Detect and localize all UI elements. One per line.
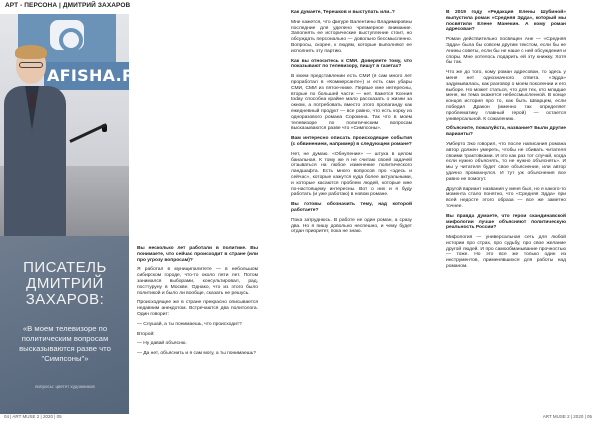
title-card: [0, 236, 129, 414]
speaker-figure: [4, 48, 66, 236]
paragraph: Другой вариант названия у меня был, но я какого-то момента стало понятно, что «Средняя Эдда» при всей недосте этого образа — все же заметно точнее.: [446, 186, 566, 209]
title-line-3: ЗАХАРОВ:: [25, 291, 105, 308]
microphone-icon: [69, 123, 107, 143]
paragraph: В 2019 году «Редакция Елены Шубиной» выпустила роман «Средняя Эдда», который мы посвятили Елене Манекин. А кому роман адресован?: [446, 10, 566, 33]
portrait-photo: [0, 14, 148, 236]
paragraph: — Ну давай объясню.: [137, 341, 187, 347]
paragraph: Умберто Эко говорил, что после написания романа автор должен умереть, чтобы не сбивать читателя своими трактовками. И это как раз тот случай, когда если нужно объяснять, то не нужно объяснять». И мы у читателя будет свое объяснение, или автор удачно промахнулся. И тут уж объяснения все равно не помогут.: [446, 141, 566, 182]
paragraph: Вы несколько лет работали в политике. Вы понимаете, что сейчас происходит в стране (или про угрозу вопросам)?: [137, 246, 258, 263]
speaker-tie: [30, 94, 35, 108]
paragraph: Объясните, пожалуйста, название? Были другие варианты?: [446, 126, 566, 138]
paragraph: Мифология — универсальная сеть для любой истории про страх, про судьбу, про свое желание другой людей. И про самообманывание прочностью — тоже. Но это все же только один из инструментов, применявшихся для работы над романом.: [446, 235, 566, 270]
page-footer-left: 04 | ART MUSE 2 | 2020 | 05: [4, 414, 62, 419]
pull-quote: «В моем телевизоре по политическим вопросам высказываются разве что "Симпсоны"»: [19, 324, 111, 363]
brand-banner: AFISHA.RU: [44, 62, 129, 90]
text-column-1: [137, 246, 258, 361]
paragraph: Мне кажется, что фигуре Валентины Владимировны последние для уделено чрезмерное внимание. Заполнять ее исторические выступление стоит, но обсуждать персонально — довольно бессмысленно. Вопросы, скорее, к людям, которые выполняют ее исполнить эту партию.: [291, 19, 412, 54]
paragraph: Как думаете, Терешков и выступать или..?: [291, 10, 395, 15]
text-column-3: [446, 10, 566, 274]
page-footer-right: ART MUSE 2 | 2020 | 05: [542, 414, 592, 419]
paragraph: Происходящее же в стране прекрасно описывается недавним анекдотом. Встречаются два политолога. Один говорит:: [137, 300, 258, 317]
paragraph: Вам интересно описать происходящие события (с обвинением, например) в следующем романе?: [291, 136, 412, 147]
title-line-2: ДМИТРИЙ: [26, 275, 104, 292]
text-column-2: [291, 10, 412, 239]
paragraph: Я работал в муниципалитете — в небольшом сибирском городе, что-то около пяти лет. Потом занимался выборами, консультировал, рад, посттуруну в Москве. Однако, что из этого было политикой и было ли вообще, сказать не решусь.: [137, 267, 258, 296]
paragraph: Пока затруднюсь. В работе не один роман, а сразу два. Но я пишу довольно неспешно, и чему будет отдан приоритет, пока не знаю.: [291, 217, 412, 235]
paragraph: Как вы относитесь к СМИ. Доверяете тому, что показывают по телевизору, пишут в газетах?: [291, 58, 412, 70]
paragraph: Что же до того, кому роман адресован, то здесь у меня нет однозначного ответа. «Эдда» задумывалась, как разговор о моем поколении и его выборе. Но может статься, что для тех, кто младше меня, ни тема окажется небессмысленной. В конце концов история про то, как быть Шварцем, если победил Дракон (именно так определяет проблематику главный герой) — остается универсальной. К сожалению.: [446, 70, 566, 122]
article-title: [6, 260, 124, 308]
afisha-logo-icon: [50, 20, 84, 50]
photo-caption: вопросы: цветет художников: [35, 384, 95, 389]
speaker-hair: [15, 45, 47, 59]
paragraph: Второй:: [137, 331, 155, 337]
paragraph: В моем представлении есть СМИ (я сам много лет проработал в «Коммерсанте») и есть сми убары СМИ, СМИ из пятое-ниже. Первые мне интересны, вторые по большей части — нет. Кажется Ксения today способна крайне мало рассказать о жизни за окном, а потребовать вместо этого пропаганду как ежедневный продукт — все равно, что есть корку из одноразового романа Сорокина. Так что в моем телевизоре по политическим вопросам высказываются разве что «Симпсоны».: [291, 74, 412, 132]
paragraph: Вы готовы обозначить тему, над которой работаете?: [291, 202, 412, 213]
paragraph: Роман действительно посвящен Ане — «Средняя Эдда» была бы совсем другим текстом, если бы не Анины советы, если бы не наше с ней обсуждения и споры. Мне хотелось подарить ей эту книжку. Хотя бы так.: [446, 37, 566, 66]
paragraph: — Да нет, объяснить и я сам могу, а ты понимаешь?: [137, 351, 256, 357]
glasses-icon: [19, 62, 43, 68]
title-line-1: ПИСАТЕЛЬ: [23, 259, 107, 276]
paragraph: Вы правда думаете, что герои скандинавской мифологии лучше объясняют политическую реальность России?: [446, 213, 566, 231]
paragraph: Нет, не думаю. «Обнуление» — штука в целом банальная. К тому же я не считаю своей задачей отзываться на любое изменение политического ландшафта. Есть много вопросов про «здесь и сейчас», которые кажутся куда более актуальными, и которые касаются проблем людей, которые мне по-настоящему интересны. Вот о них и я буду работать (и уже работаю) в новом романе.: [291, 151, 412, 198]
paragraph: — Слушай, а ты понимаешь, что происходит?: [137, 321, 242, 327]
section-header: АРТ - ПЕРСОНА | ДМИТРИЙ ЗАХАРОВ: [5, 2, 131, 9]
